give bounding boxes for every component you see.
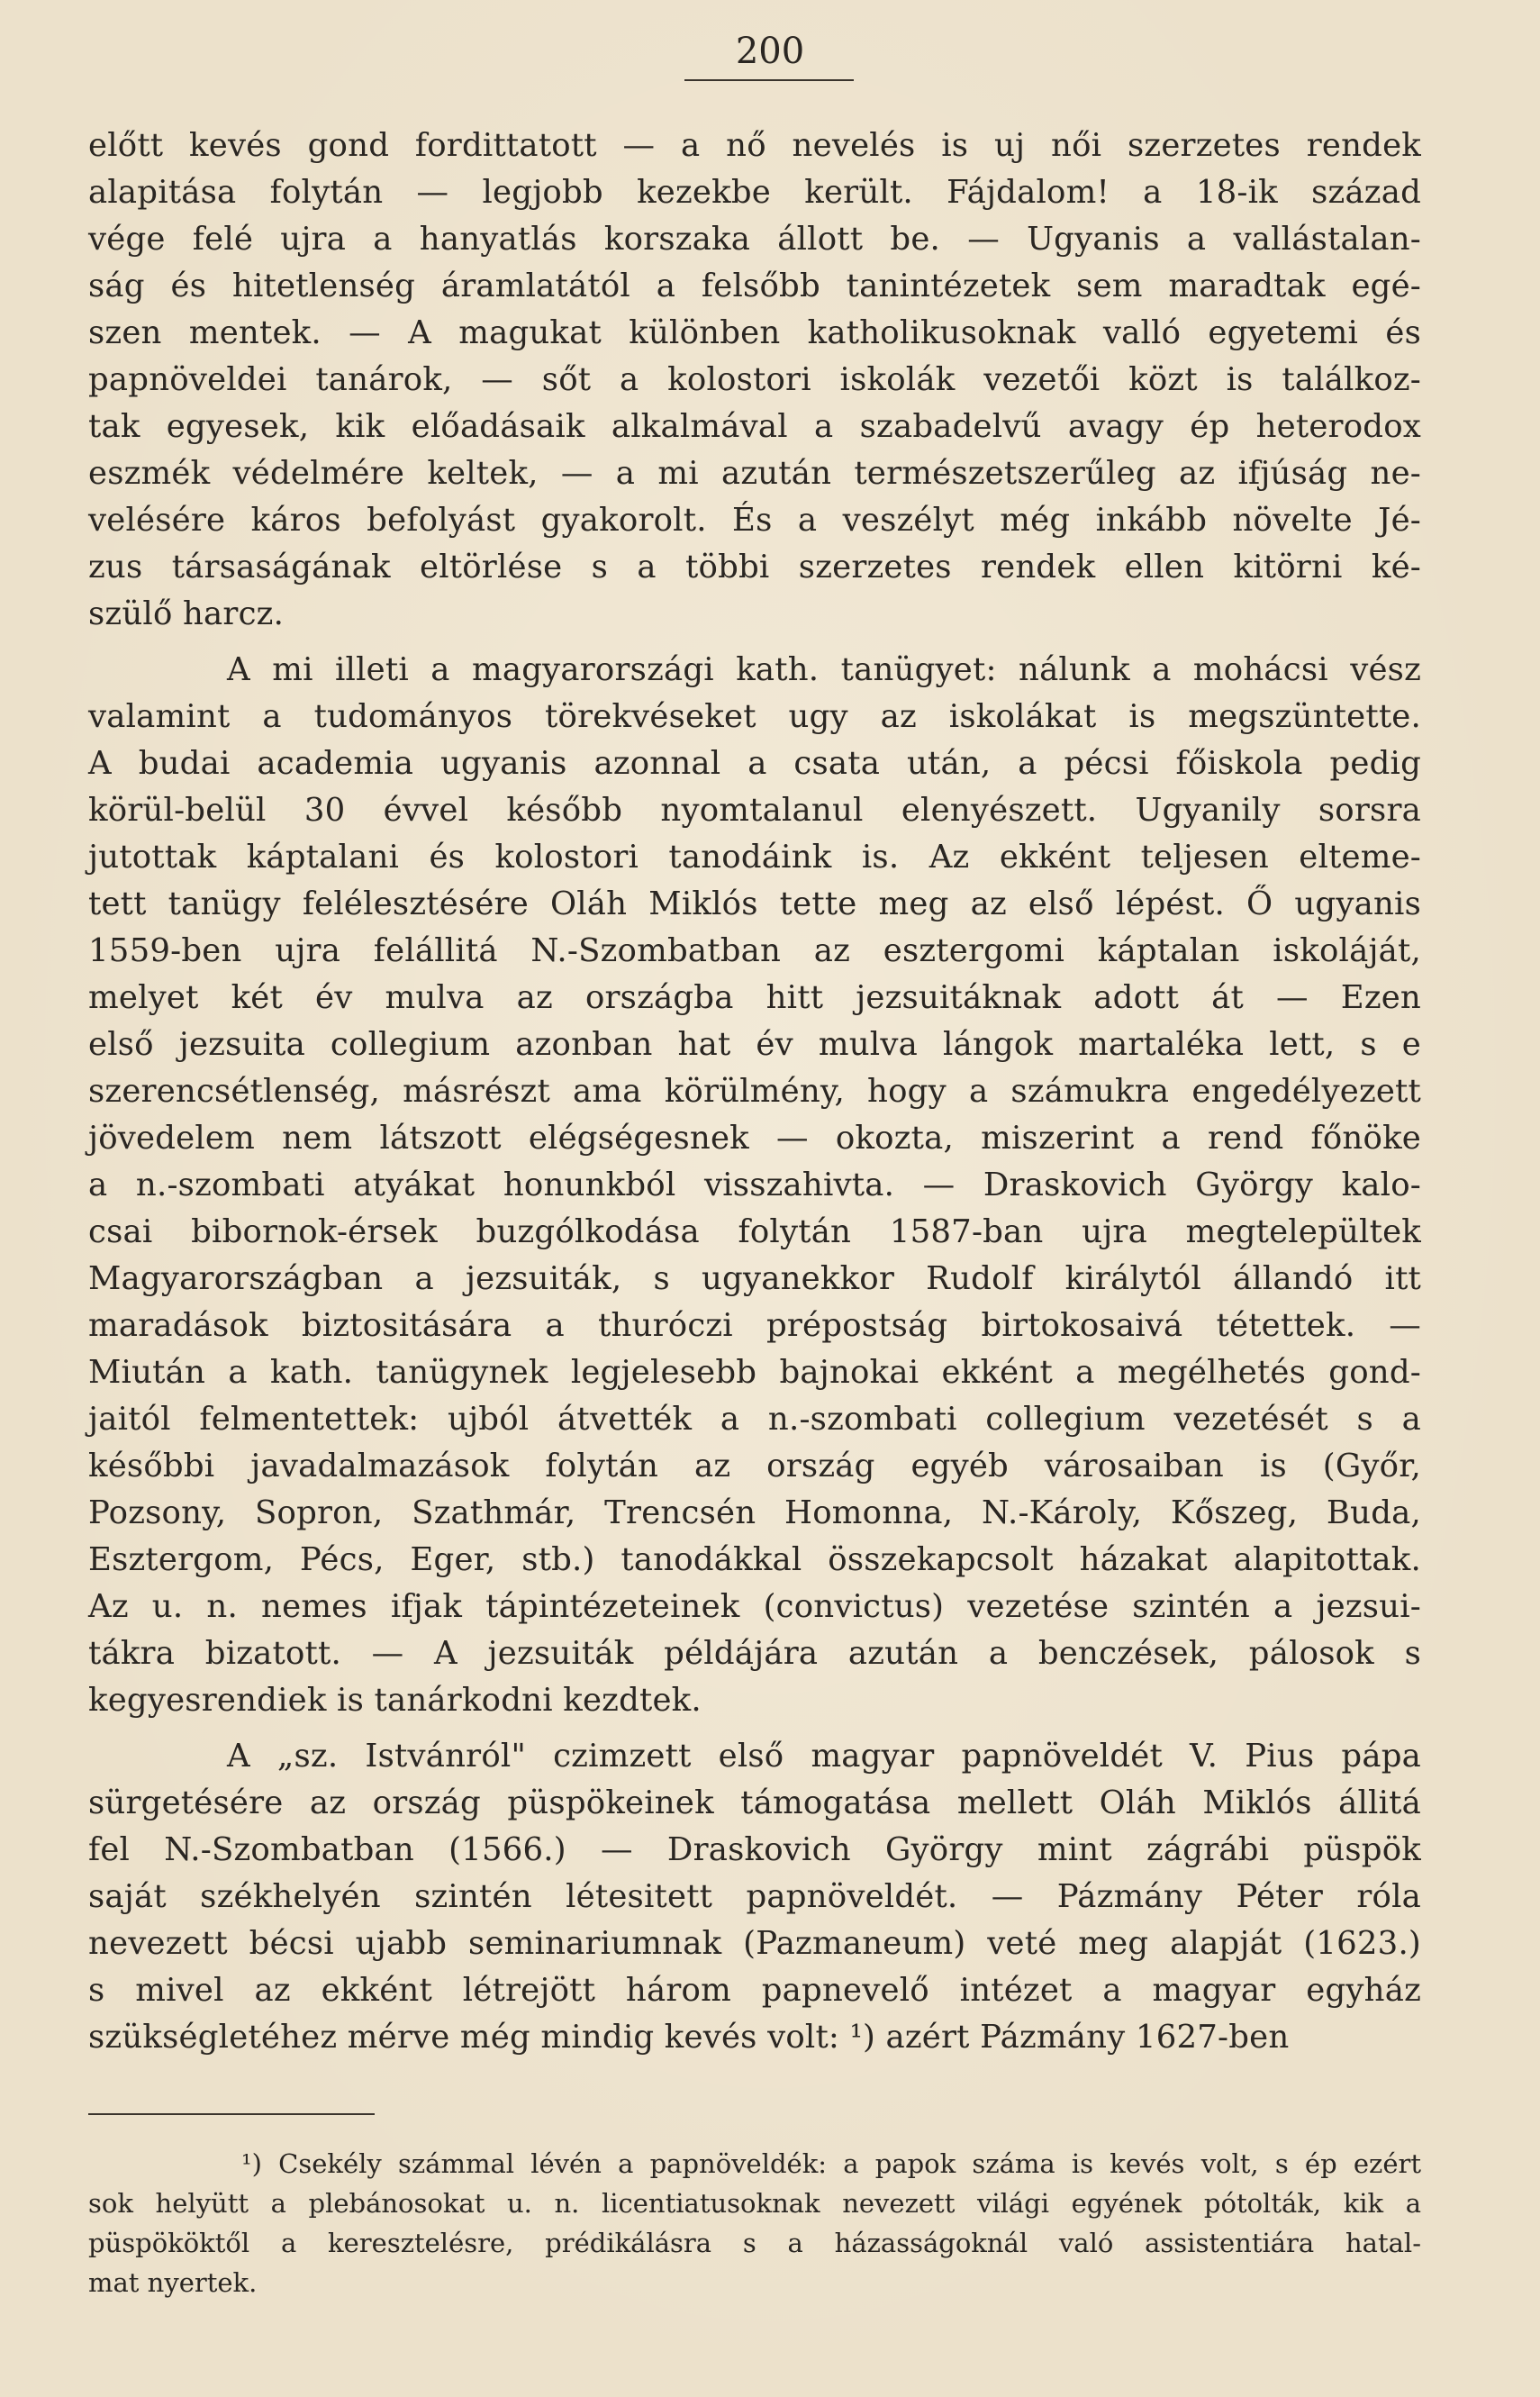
text-line: 1559-ben ujra felállitá N.-Szombatban az esztergomi káptalan iskoláját, bbox=[88, 932, 1421, 969]
text-line: szülő harcz. bbox=[88, 595, 285, 632]
text-line: előtt kevés gond fordittatott — a nő nevelés is uj női szerzetes rendek bbox=[88, 127, 1421, 164]
text-line: körül-belül 30 évvel később nyomtalanul elenyészett. Ugyanily sorsra bbox=[88, 792, 1421, 829]
footnote-line: sok helyütt a plebánosokat u. n. licentiatusoknak nevezett világi egyének pótolták, kik a bbox=[88, 2188, 1421, 2219]
footnote-rule bbox=[88, 2113, 375, 2115]
text-line: Miután a kath. tanügynek legjelesebb bajnokai ekként a megélhetés gond- bbox=[88, 1354, 1421, 1391]
footnote-line: püspököktől a keresztelésre, prédikálásra s a házasságoknál való assistentiára hatal- bbox=[88, 2228, 1421, 2258]
text-line: tákra bizatott. — A jezsuiták példájára azután a benczések, pálosok s bbox=[88, 1635, 1421, 1672]
text-line: Pozsony, Sopron, Szathmár, Trencsén Homonna, N.-Károly, Kőszeg, Buda, bbox=[88, 1494, 1421, 1531]
footnote-line: mat nyertek. bbox=[88, 2267, 258, 2298]
text-line: A budai academia ugyanis azonnal a csata után, a pécsi főiskola pedig bbox=[88, 745, 1421, 782]
footnote-line: ¹) Csekély számmal lévén a papnöveldék: a papok száma is kevés volt, s ép ezért bbox=[241, 2148, 1421, 2179]
paragraph bbox=[88, 1733, 1421, 2061]
text-line: A mi illeti a magyarországi kath. tanügyet: nálunk a mohácsi vész bbox=[227, 651, 1421, 688]
text-line: szen mentek. — A magukat különben katholikusoknak valló egyetemi és bbox=[88, 314, 1421, 351]
text-line: melyet két év mulva az országba hitt jezsuitáknak adott át — Ezen bbox=[88, 979, 1421, 1016]
text-line: valamint a tudományos törekvéseket ugy az iskolákat is megszüntette. bbox=[88, 698, 1421, 735]
text-line: papnöveldei tanárok, — sőt a kolostori iskolák vezetői közt is találkoz- bbox=[88, 361, 1421, 398]
text-line: Esztergom, Pécs, Eger, stb.) tanodákkal összekapcsolt házakat alapitottak. bbox=[88, 1541, 1421, 1578]
text-line: jaitól felmentettek: ujból átvették a n.-szombati collegium vezetését s a bbox=[88, 1401, 1421, 1438]
text-line: jövedelem nem látszott elégségesnek — okozta, miszerint a rend főnöke bbox=[88, 1120, 1421, 1157]
body-text bbox=[88, 123, 1421, 2061]
paragraph bbox=[88, 647, 1421, 1724]
footnote bbox=[88, 2144, 1421, 2302]
text-line: Az u. n. nemes ifjak tápintézeteinek (convictus) vezetése szintén a jezsui- bbox=[88, 1588, 1421, 1625]
text-line: velésére káros befolyást gyakorolt. És a veszélyt még inkább növelte Jé- bbox=[88, 502, 1421, 539]
text-line: eszmék védelmére keltek, — a mi azután természetszerűleg az ifjúság ne- bbox=[88, 455, 1421, 492]
text-line: szükségletéhez mérve még mindig kevés volt: ¹) azért Pázmány 1627-ben bbox=[88, 2019, 1290, 2056]
text-line: A „sz. Istvánról" czimzett első magyar papnöveldét V. Pius pápa bbox=[227, 1738, 1421, 1775]
text-line: ság és hitetlenség áramlatától a felsőbb tanintézetek sem maradtak egé- bbox=[88, 268, 1421, 304]
text-line: tett tanügy felélesztésére Oláh Miklós tette meg az első lépést. Ő ugyanis bbox=[88, 885, 1421, 922]
text-line: csai bibornok-érsek buzgólkodása folytán 1587-ban ujra megtelepültek bbox=[88, 1213, 1421, 1250]
text-line: jutottak káptalani és kolostori tanodáink is. Az ekként teljesen elteme- bbox=[88, 839, 1421, 876]
text-line: alapitása folytán — legjobb kezekbe került. Fájdalom! a 18-ik század bbox=[88, 174, 1421, 211]
text-line: szerencsétlenség, másrészt ama körülmény, hogy a számukra engedélyezett bbox=[88, 1073, 1421, 1110]
text-line: saját székhelyén szintén létesitett papnöveldét. — Pázmány Péter róla bbox=[88, 1878, 1421, 1915]
paragraph bbox=[88, 123, 1421, 638]
text-line: zus társaságának eltörlése s a többi szerzetes rendek ellen kitörni ké- bbox=[88, 549, 1421, 586]
text-line: tak egyesek, kik előadásaik alkalmával a szabadelvű avagy ép heterodox bbox=[88, 408, 1421, 445]
page-number: 200 bbox=[735, 31, 805, 72]
paragraph-gap bbox=[88, 638, 1421, 647]
text-line: nevezett bécsi ujabb seminariumnak (Pazmaneum) veté meg alapját (1623.) bbox=[88, 1925, 1421, 1962]
paragraph-gap bbox=[88, 1724, 1421, 1733]
text-line: első jezsuita collegium azonban hat év mulva lángok martaléka lett, s e bbox=[88, 1026, 1421, 1063]
text-line: sürgetésére az ország püspökeinek támogatása mellett Oláh Miklós állitá bbox=[88, 1784, 1421, 1821]
text-line: Magyarországban a jezsuiták, s ugyanekkor Rudolf királytól állandó itt bbox=[88, 1260, 1421, 1297]
text-line: fel N.-Szombatban (1566.) — Draskovich György mint zágrábi püspök bbox=[88, 1831, 1421, 1868]
text-line: vége felé ujra a hanyatlás korszaka állott be. — Ugyanis a vallástalan- bbox=[88, 221, 1421, 258]
text-line: maradások biztositására a thuróczi prépostság birtokosaivá tétettek. — bbox=[88, 1307, 1421, 1344]
header-rule bbox=[684, 79, 854, 81]
text-line: a n.-szombati atyákat honunkból visszahivta. — Draskovich György kalo- bbox=[88, 1167, 1421, 1203]
text-line: későbbi javadalmazások folytán az ország egyéb városaiban is (Győr, bbox=[88, 1448, 1421, 1485]
text-line: s mivel az ekként létrejött három papnevelő intézet a magyar egyház bbox=[88, 1972, 1421, 2009]
text-line: kegyesrendiek is tanárkodni kezdtek. bbox=[88, 1682, 702, 1719]
